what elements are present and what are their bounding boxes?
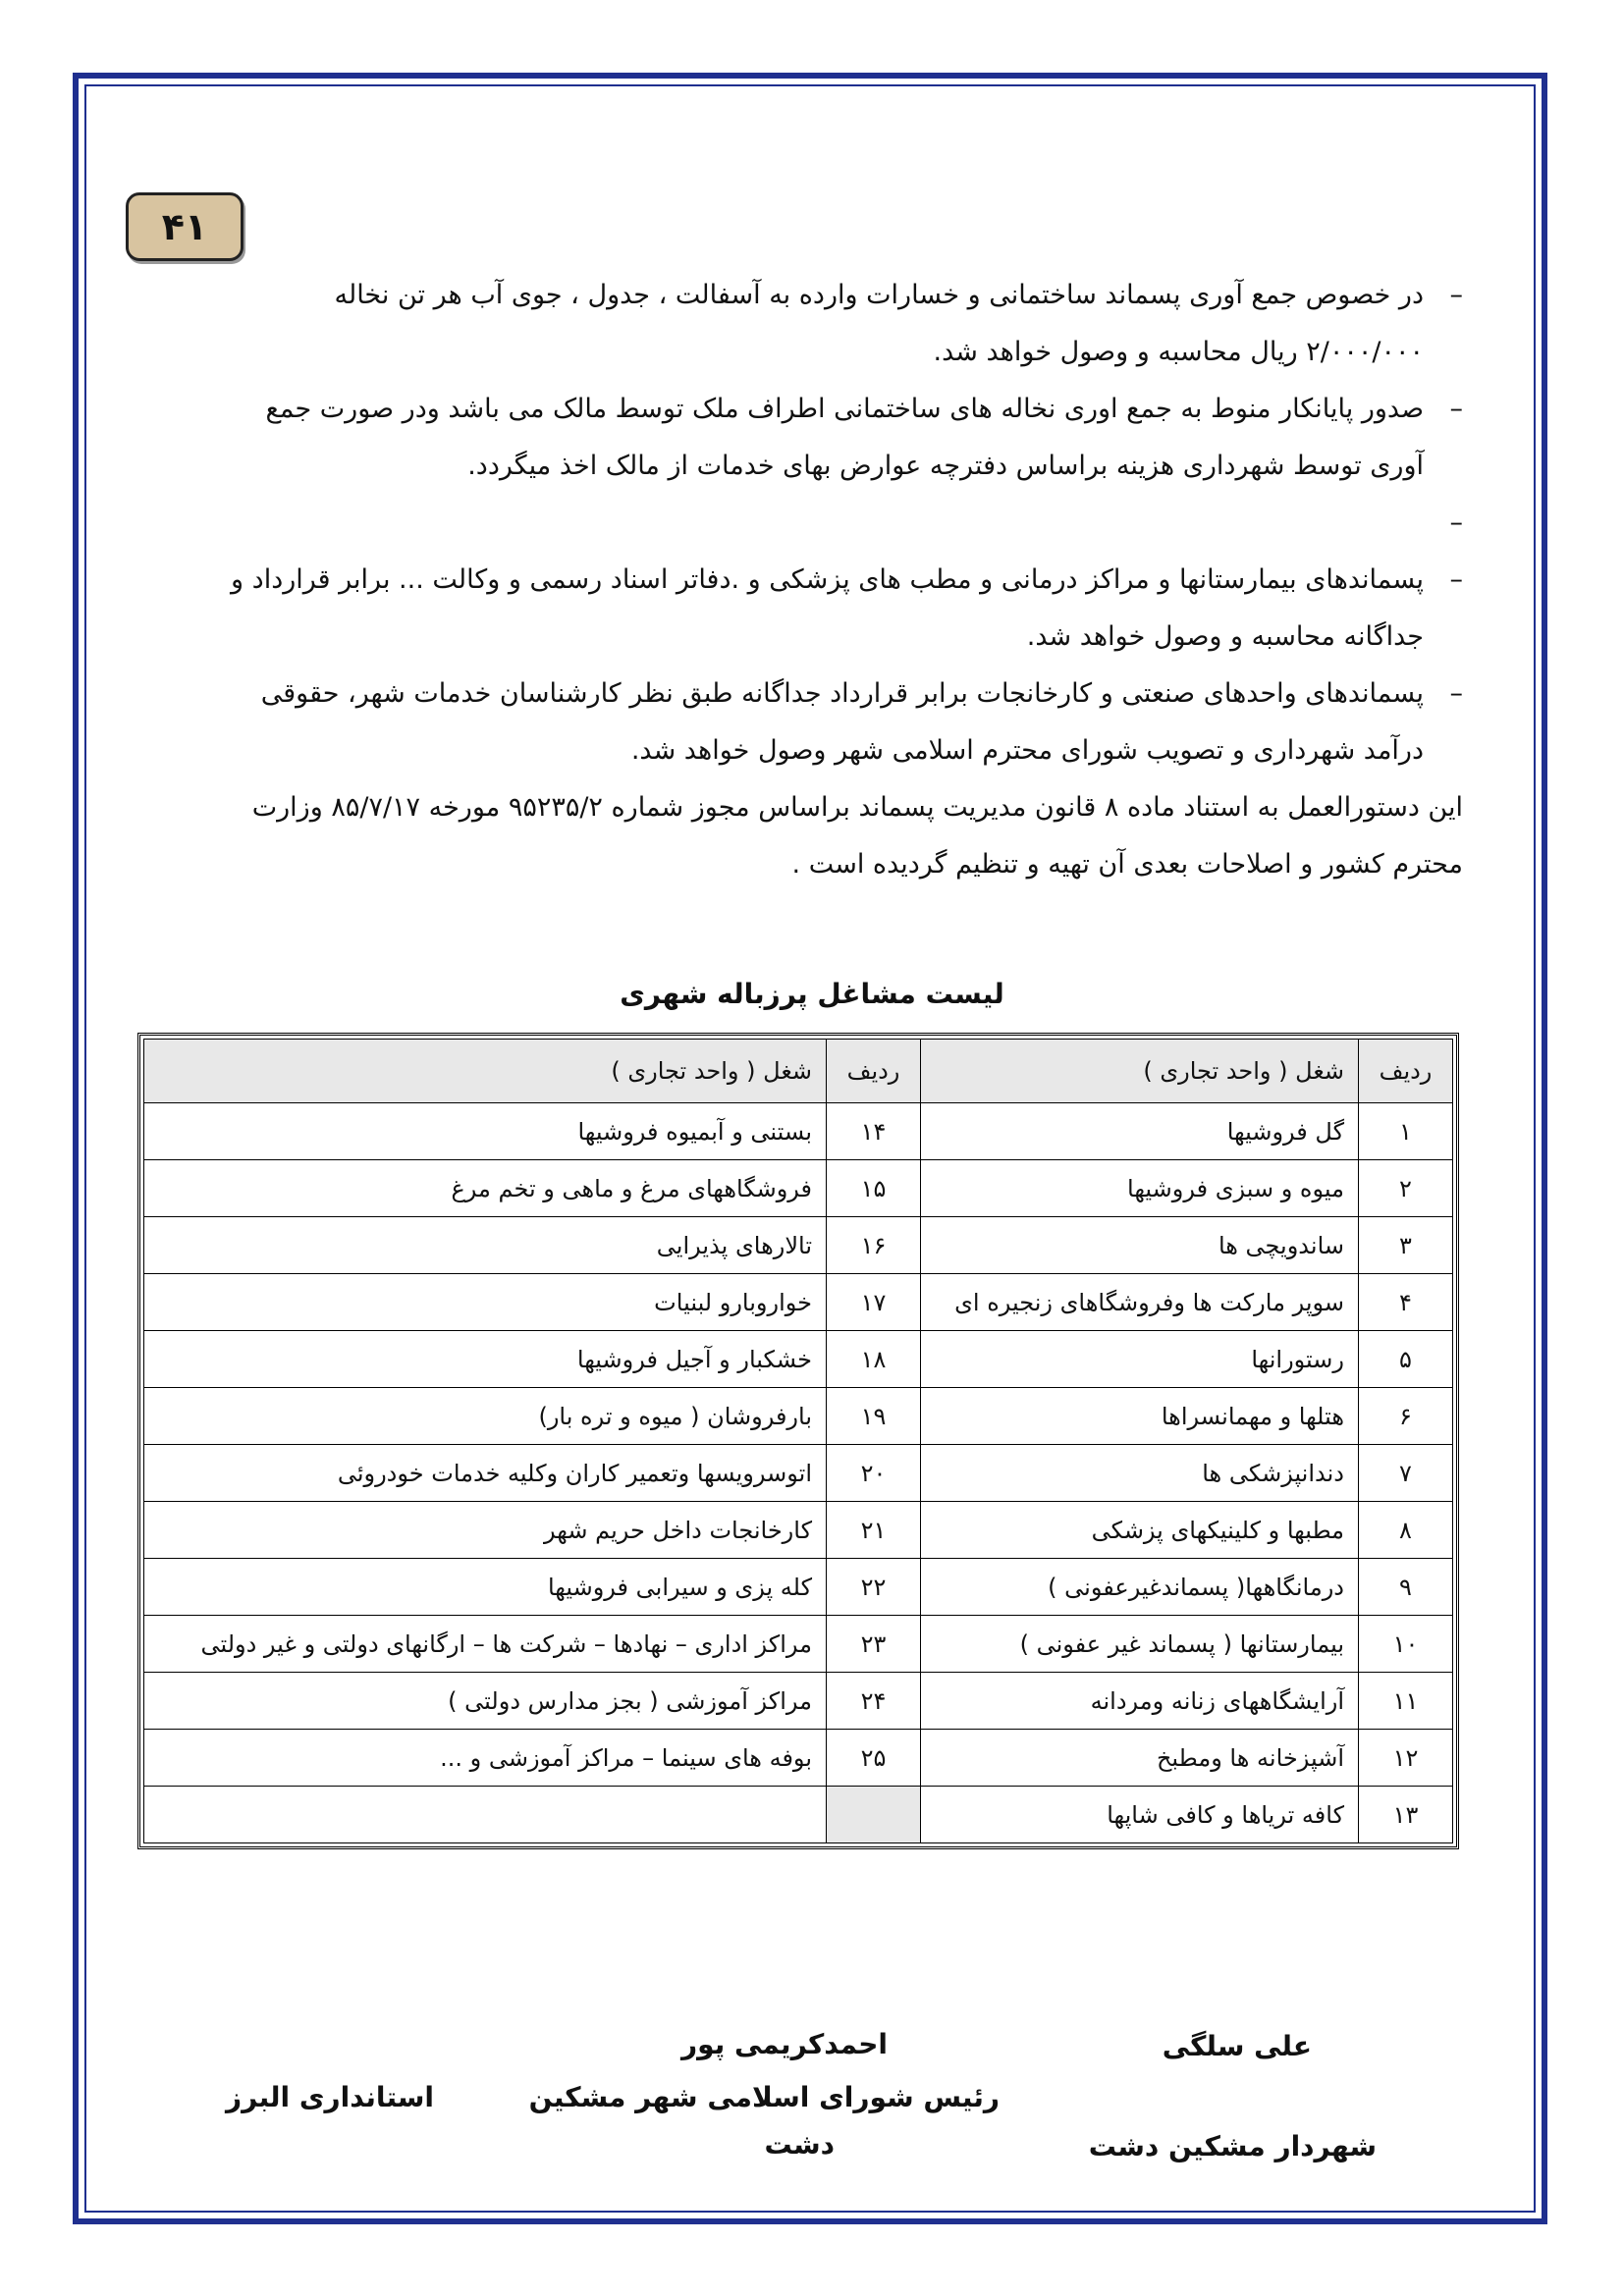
row-number: ۲۳: [827, 1616, 921, 1673]
job-name: مراکز آموزشی ( بجز مدارس دولتی ): [144, 1673, 827, 1730]
bullet-industrial-waste: – پسماندهای واحدهای صنعتی و کارخانجات برابر قرارداد جداگانه طبق نظر کارشناسان خدمات شهر، حقوقی درآمد شهرداری و تصویب شورای محترم اسلامی شهر وصول خواهد شد.: [137, 666, 1463, 779]
job-name: مراکز اداری – نهادها – شرکت ها – ارگانهای دولتی و غیر دولتی: [144, 1616, 827, 1673]
governorate-title: استانداری البرز: [226, 2081, 434, 2113]
body-text: [137, 267, 1463, 893]
row-number: ۳: [1359, 1217, 1453, 1274]
job-name: دندانپزشکی ها: [921, 1445, 1359, 1502]
paragraph-line: این دستورالعمل به استناد ماده ۸ قانون مدیریت پسماند براساس مجوز شماره ۹۵۲۳۵/۲ مورخه ۸۵/۷/۱۷ وزارت: [251, 792, 1463, 823]
header-row-number: ردیف: [827, 1040, 921, 1103]
header-row-number: ردیف: [1359, 1040, 1453, 1103]
mayor-name: علی سلگی: [1162, 2030, 1312, 2062]
row-number: [827, 1787, 921, 1843]
row-number: ۵: [1359, 1331, 1453, 1388]
row-number: ۲۲: [827, 1559, 921, 1616]
mayor-title: شهردار مشکین دشت: [1088, 2130, 1377, 2163]
table-row: [144, 1160, 1453, 1217]
row-number: ۱۴: [827, 1103, 921, 1160]
job-name: خشکبار و آجیل فروشیها: [144, 1331, 827, 1388]
job-name: رستورانها: [921, 1331, 1359, 1388]
header-job: شغل ( واحد تجاری ): [921, 1040, 1359, 1103]
table-row: [144, 1217, 1453, 1274]
job-name: ساندویچی ها: [921, 1217, 1359, 1274]
row-number: ۲۰: [827, 1445, 921, 1502]
jobs-table: [143, 1039, 1453, 1843]
row-number: ۱۲: [1359, 1730, 1453, 1787]
table-row: [144, 1673, 1453, 1730]
header-job: شغل ( واحد تجاری ): [144, 1040, 827, 1103]
row-number: ۱: [1359, 1103, 1453, 1160]
jobs-table-container: [137, 1033, 1459, 1849]
row-number: ۲۱: [827, 1502, 921, 1559]
row-number: ۲۴: [827, 1673, 921, 1730]
row-number: ۹: [1359, 1559, 1453, 1616]
row-number: ۲۵: [827, 1730, 921, 1787]
page-number: ۴۱: [161, 205, 208, 248]
table-row: [144, 1616, 1453, 1673]
bullet-line: ۲/۰۰۰/۰۰۰ ریال محاسبه و وصول خواهد شد.: [933, 337, 1424, 367]
table-row: [144, 1331, 1453, 1388]
bullet-line: صدور پایانکار منوط به جمع اوری نخاله های ساختمانی اطراف ملک توسط مالک می باشد ودر صورت جمع: [265, 394, 1424, 424]
job-name: [144, 1787, 827, 1843]
job-name: بوفه های سینما – مراکز آموزشی و ...: [144, 1730, 827, 1787]
bullet-line: درآمد شهرداری و تصویب شورای محترم اسلامی شهر وصول خواهد شد.: [630, 735, 1424, 766]
table-row: [144, 1787, 1453, 1843]
bullet-completion-certificate: – صدور پایانکار منوط به جمع اوری نخاله های ساختمانی اطراف ملک توسط مالک می باشد ودر صورت جمع آوری توسط شهرداری هزینه براساس دفترچه عوارض بهای خدمات از مالک اخذ میگردد.: [137, 381, 1463, 495]
bullet-construction-waste: – در خصوص جمع آوری پسماند ساختمانی و خسارات وارده به آسفالت ، جدول ، جوی آب هر تن نخاله ۲/۰۰۰/۰۰۰ ریال محاسبه و وصول خواهد شد.: [137, 267, 1463, 381]
table-header-row: [144, 1040, 1453, 1103]
table-row: [144, 1730, 1453, 1787]
job-name: بارفروشان ( میوه و تره بار): [144, 1388, 827, 1445]
row-number: ۴: [1359, 1274, 1453, 1331]
row-number: ۱۰: [1359, 1616, 1453, 1673]
row-number: ۱۱: [1359, 1673, 1453, 1730]
council-name: احمدکریمی پور: [681, 2028, 888, 2060]
council-title: رئیس شورای اسلامی شهر مشکین: [528, 2081, 1000, 2113]
row-number: ۱۳: [1359, 1787, 1453, 1843]
table-row: [144, 1388, 1453, 1445]
job-name: تالارهای پذیرایی: [144, 1217, 827, 1274]
job-name: کله پزی و سیرابی فروشیها: [144, 1559, 827, 1616]
row-number: ۷: [1359, 1445, 1453, 1502]
paragraph-line: محترم کشور و اصلاحات بعدی آن تهیه و تنظیم گردیده است .: [791, 849, 1463, 880]
job-name: مطبها و کلینیکهای پزشکی: [921, 1502, 1359, 1559]
row-number: ۱۸: [827, 1331, 921, 1388]
bullet-line: [137, 495, 1424, 552]
bullet-line: پسماندهای واحدهای صنعتی و کارخانجات برابر قرارداد جداگانه طبق نظر کارشناسان خدمات شهر، حقوقی: [260, 678, 1424, 709]
table-row: [144, 1502, 1453, 1559]
job-name: فروشگاههای مرغ و ماهی و تخم مرغ: [144, 1160, 827, 1217]
table-title: لیست مشاغل پرزباله شهری: [620, 978, 1004, 1010]
bullet-empty: –: [137, 495, 1463, 552]
bullet-medical-waste: – پسماندهای بیمارستانها و مراکز درمانی و مطب های پزشکی و .دفاتر اسناد رسمی و وکالت ... برابر قرارداد و جداگانه محاسبه و وصول خواهد شد.: [137, 552, 1463, 666]
job-name: میوه و سبزی فروشیها: [921, 1160, 1359, 1217]
row-number: ۱۹: [827, 1388, 921, 1445]
job-name: سوپر مارکت ها وفروشگاهای زنجیره ای: [921, 1274, 1359, 1331]
table-row: [144, 1274, 1453, 1331]
job-name: گل فروشیها: [921, 1103, 1359, 1160]
job-name: هتلها و مهمانسراها: [921, 1388, 1359, 1445]
job-name: خواروبارو لبنیات: [144, 1274, 827, 1331]
bullet-line: آوری توسط شهرداری هزینه براساس دفترچه عوارض بهای خدمات از مالک اخذ میگردد.: [467, 451, 1424, 481]
job-name: آرایشگاههای زنانه ومردانه: [921, 1673, 1359, 1730]
job-name: درمانگاهها( پسماندغیرعفونی ): [921, 1559, 1359, 1616]
row-number: ۸: [1359, 1502, 1453, 1559]
job-name: بیمارستانها ( پسماند غیر عفونی ): [921, 1616, 1359, 1673]
council-title-continued: دشت: [764, 2128, 835, 2161]
job-name: کافه تریاها و کافی شاپها: [921, 1787, 1359, 1843]
table-row: [144, 1559, 1453, 1616]
row-number: ۱۷: [827, 1274, 921, 1331]
bullet-line: پسماندهای بیمارستانها و مراکز درمانی و مطب های پزشکی و .دفاتر اسناد رسمی و وکالت ... برابر قرارداد و: [231, 564, 1424, 595]
row-number: ۱۶: [827, 1217, 921, 1274]
page-number-badge: [126, 192, 244, 261]
bullet-line: جداگانه محاسبه و وصول خواهد شد.: [1026, 621, 1424, 652]
row-number: ۱۵: [827, 1160, 921, 1217]
table-row: [144, 1103, 1453, 1160]
row-number: ۶: [1359, 1388, 1453, 1445]
job-name: کارخانجات داخل حریم شهر: [144, 1502, 827, 1559]
table-row: [144, 1445, 1453, 1502]
bullet-line: در خصوص جمع آوری پسماند ساختمانی و خسارات وارده به آسفالت ، جدول ، جوی آب هر تن نخاله: [334, 280, 1424, 310]
job-name: آشپزخانه ها ومطبخ: [921, 1730, 1359, 1787]
job-name: بستنی و آبمیوه فروشیها: [144, 1103, 827, 1160]
row-number: ۲: [1359, 1160, 1453, 1217]
job-name: اتوسرویسها وتعمیر کاران وکلیه خدمات خودروئی: [144, 1445, 827, 1502]
